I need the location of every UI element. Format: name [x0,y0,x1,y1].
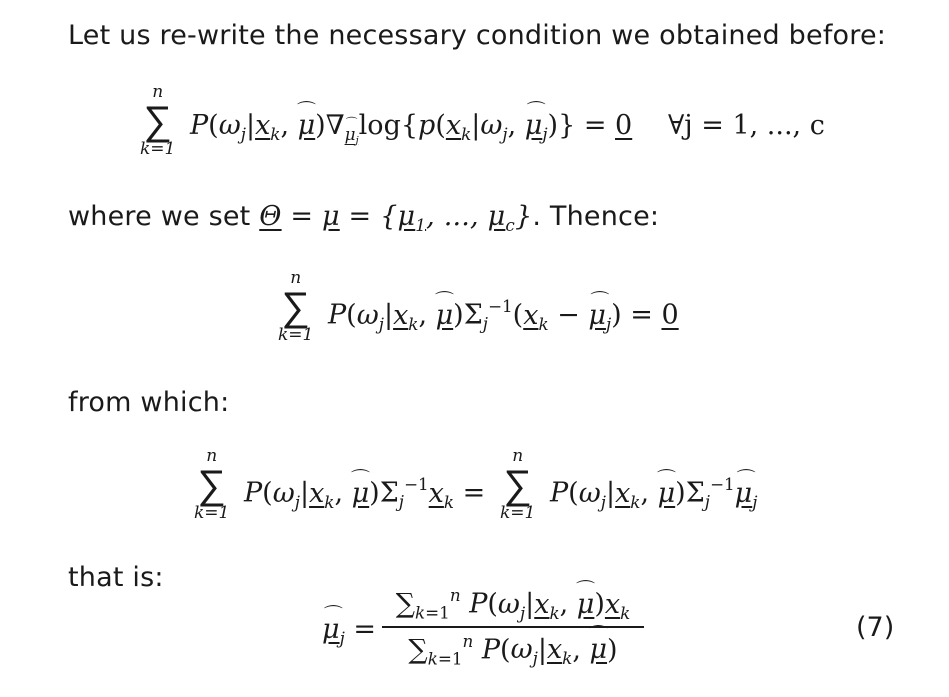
where-text: where we set [68,201,251,232]
theta-definition: $\Theta = \mu = \{\mu_1$, ..., $\mu_c$} [259,201,533,235]
thence-text: . Thence: [532,201,660,232]
equation-1-body: $P(\omega_j|x_k$, ⌒ μ)∇⌒ $_{\mu_j}\log\{p(x_k|\omega_j$, ⌒ $\mu_j)\} = 0$ [190,110,632,146]
summation-3-right: n ∑ k=1 [500,446,536,523]
equation-3-left-body: $P(\omega_j|x_k$, ⌒ $\mu)\Sigma_j^{-1}x_k$ = [244,474,485,512]
equation-number: (7) [856,612,895,643]
sum-lower-limit: k=1 [140,139,176,159]
fraction-numerator: $\sum_{k=1}^n$ $P(\omega_j|x_k$, ⌒ $\mu)x_k$ [382,585,644,623]
from-which-text: from which: [68,387,230,418]
sum-upper-limit: n [206,446,218,466]
summation-3-left: n ∑ k=1 [194,446,230,523]
equation-2-body: $P(\omega_j|x_k$, ⌒ $\mu)\Sigma_j^{-1}(x_k$ − ⌒ $\mu_j) = 0$ [328,296,679,334]
summation-1: n ∑ k=1 [140,82,176,159]
sum-upper-limit: n [290,268,302,288]
sum-upper-limit: n [152,82,164,102]
sum-lower-limit: k=1 [278,325,314,345]
sum-lower-limit: k=1 [500,503,536,523]
that-is-text: that is: [68,562,164,593]
intro-text: Let us re-write the necessary condition we obtained before: [68,20,887,51]
sum-upper-limit: n [512,446,524,466]
where-line [68,201,659,235]
fraction-denominator: $\sum_{k=1}^n$ $P(\omega_j|x_k$, ⌒ μ) [382,631,644,669]
equation-7-fraction [382,585,644,668]
equation-7-lhs: ⌒ $\mu_j$ = [322,614,376,648]
summation-2: n ∑ k=1 [278,268,314,345]
equation-3-right-body: $P(\omega_j|x_k$, ⌒ $\mu)\Sigma_j^{-1}⌒$ $\mu_j$ [550,474,757,512]
sum-lower-limit: k=1 [194,503,230,523]
equation-1-quantifier: ∀j = 1, ..., c [668,110,825,141]
